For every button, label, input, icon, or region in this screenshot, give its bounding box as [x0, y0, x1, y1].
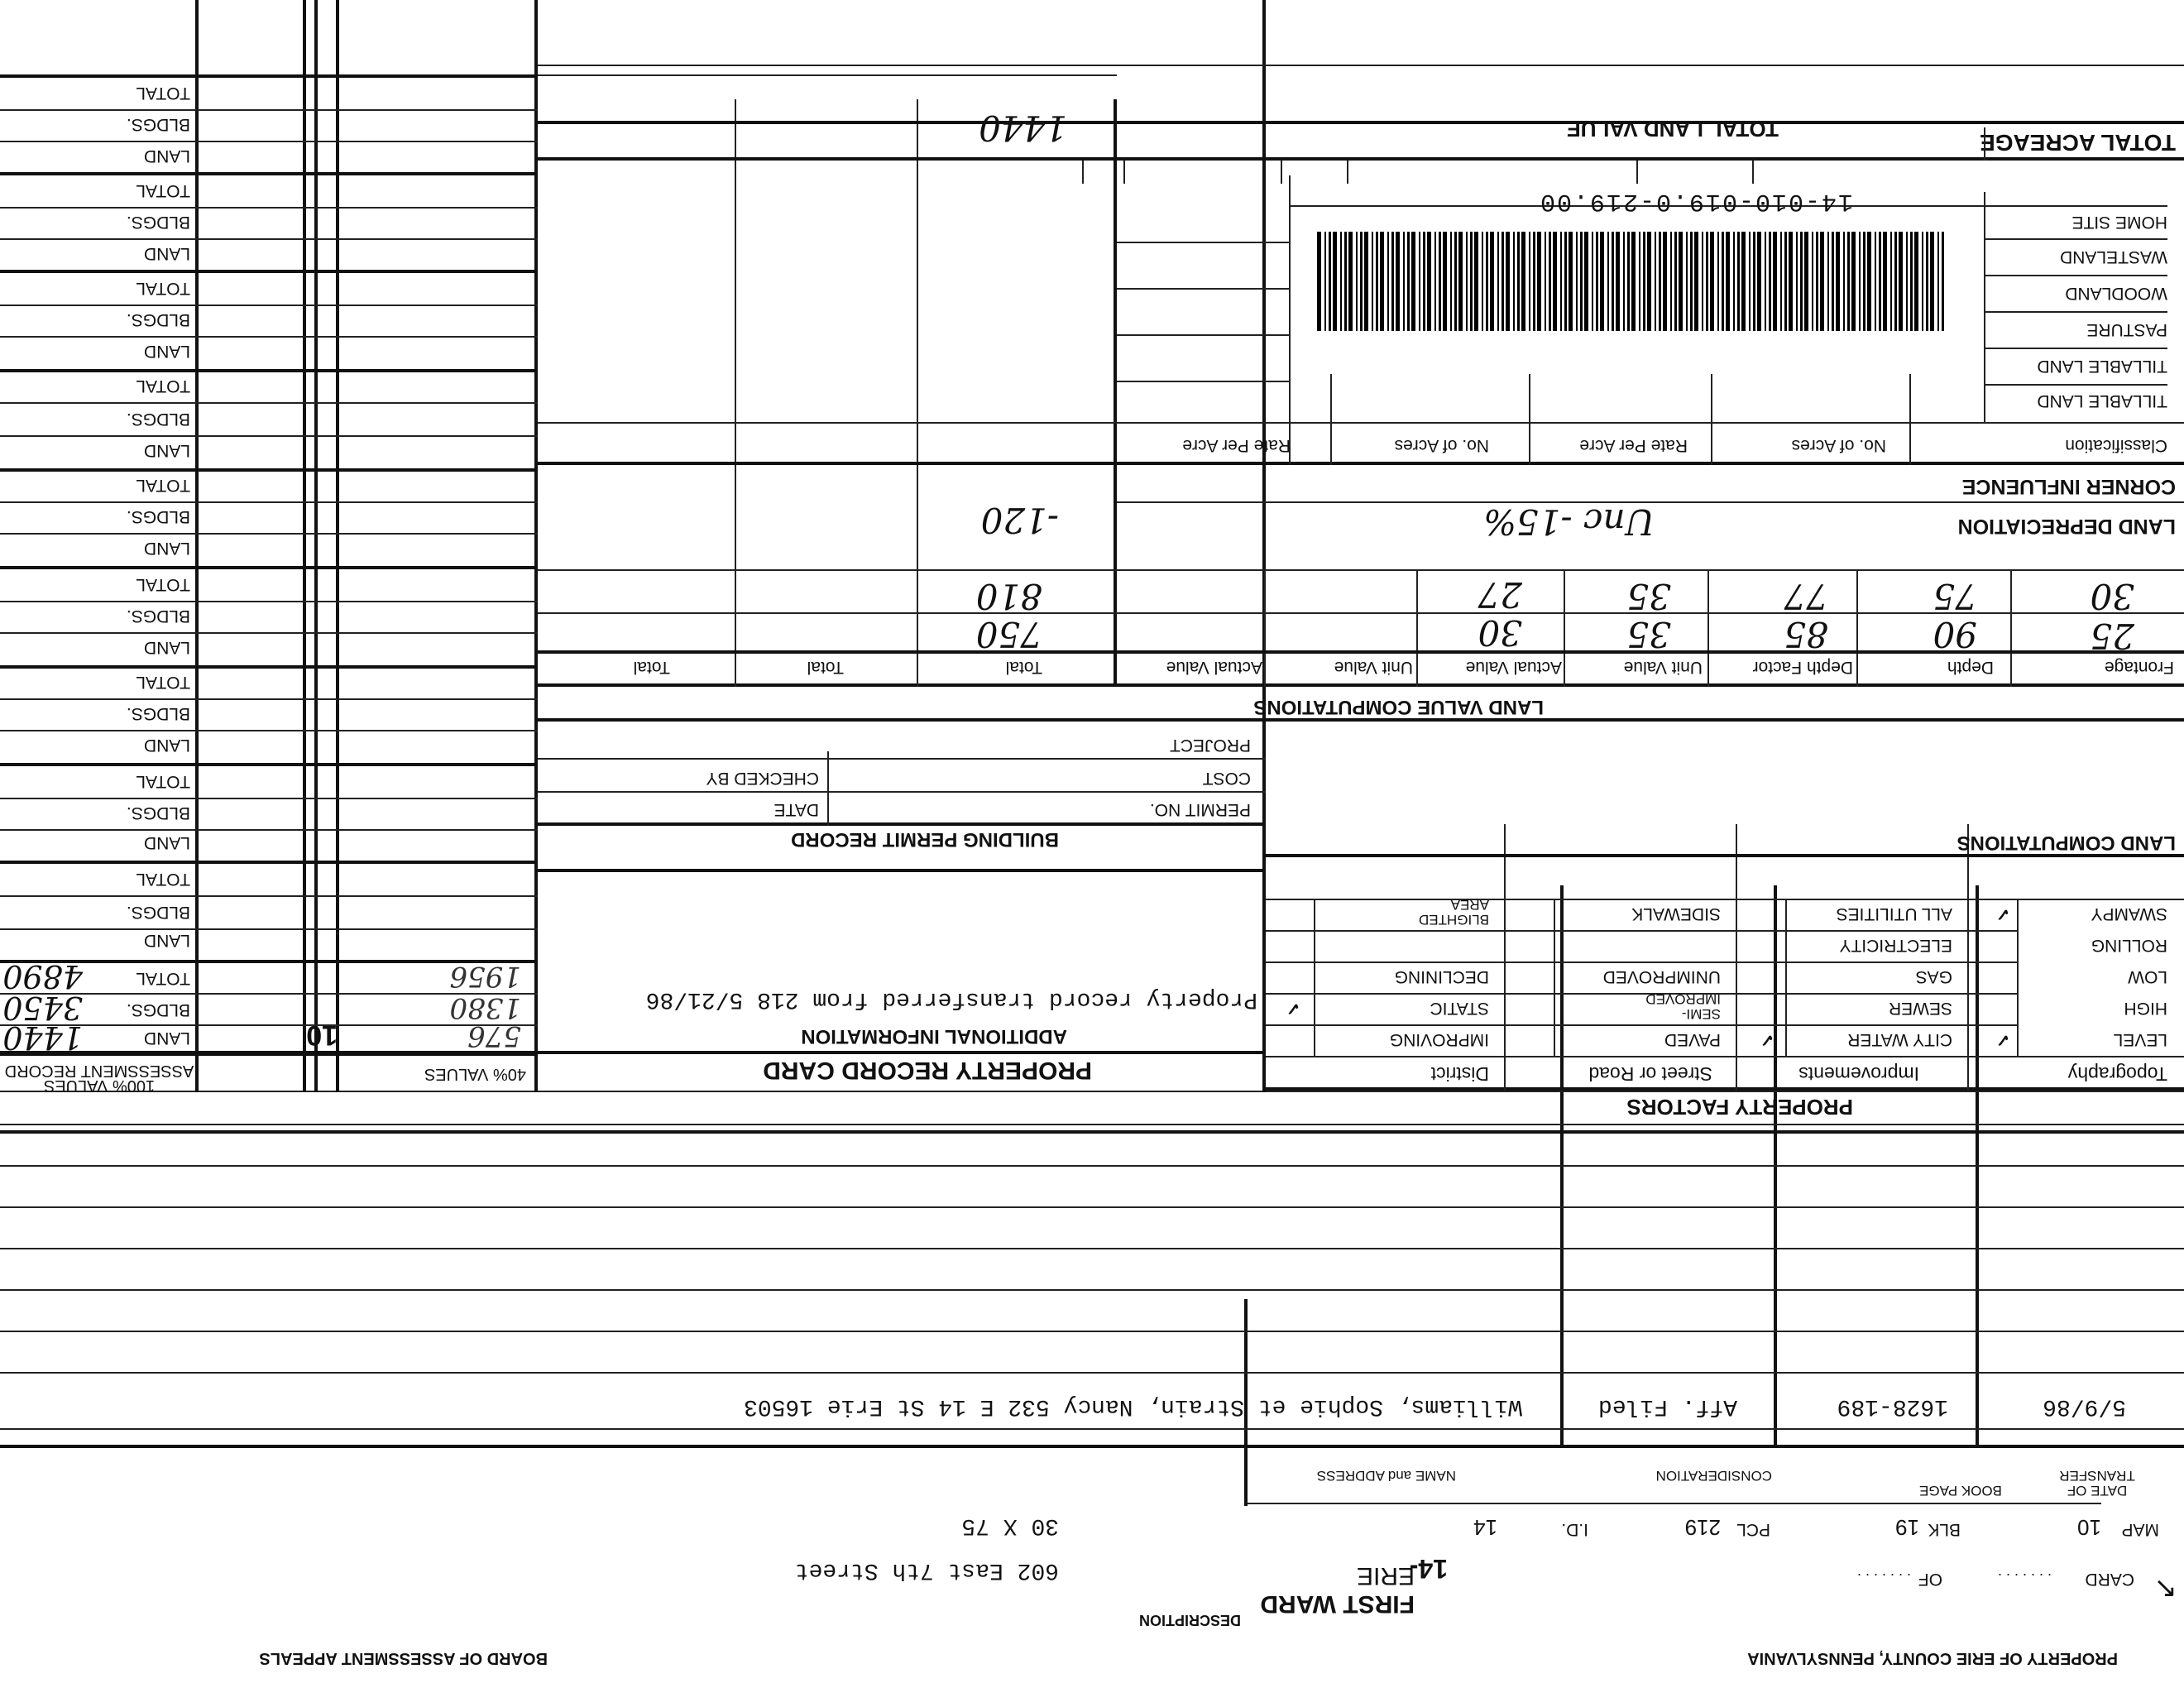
bldgs-label: BLDGS.	[126, 410, 190, 429]
hundred-percent-label: 100% VALUES	[43, 1077, 156, 1095]
imp-city-water: CITY WATER	[1847, 1030, 1952, 1049]
total-acreage-label: TOTAL ACREAGE	[1980, 130, 2176, 156]
land-depreciation-amount: -120	[980, 500, 1059, 540]
rule	[538, 869, 1266, 872]
rule	[1281, 159, 1282, 184]
rule	[2010, 571, 2012, 687]
rule	[0, 207, 538, 209]
lv-header-actual-value: Actual Value	[1465, 658, 1562, 677]
rule	[0, 238, 538, 240]
rule	[0, 829, 538, 831]
lot-dimensions: 30 X 75	[961, 1513, 1059, 1538]
rule	[0, 798, 538, 799]
bldgs-label: BLDGS.	[126, 1000, 190, 1019]
permit-date-label: DATE	[774, 800, 819, 819]
land-label: LAND	[143, 833, 190, 852]
pcl-value: 219	[1684, 1515, 1721, 1540]
rule	[0, 928, 538, 930]
rule	[1554, 900, 1555, 1057]
rule	[1560, 885, 1564, 1448]
rule	[0, 533, 538, 535]
rule	[1736, 824, 1737, 1091]
total-label: TOTAL	[136, 376, 190, 396]
rule	[1114, 99, 1117, 687]
rule	[1262, 0, 1266, 1092]
rule	[0, 698, 538, 700]
bldgs-label: BLDGS.	[126, 704, 190, 723]
acreage-header-no-acres-2: No. of Acres	[1394, 436, 1489, 455]
land-depreciation-label: LAND DEPRECIATION	[1957, 515, 2176, 538]
rule	[1984, 192, 1985, 424]
land-label: LAND	[143, 931, 190, 950]
district-improving: IMPROVING	[1389, 1030, 1489, 1049]
rule	[1330, 374, 1332, 465]
total-land-value: 1440	[979, 108, 1067, 148]
check-paved: ✓	[1760, 1030, 1774, 1049]
rule	[0, 1428, 2184, 1430]
rule	[538, 74, 1117, 76]
rule	[0, 895, 538, 897]
lv-header-unit-value-2: Unit Value	[1334, 658, 1413, 677]
rule	[538, 758, 1266, 760]
permit-checked-by-label: CHECKED BY	[706, 769, 819, 788]
lv-depth-factor-1: 85	[1784, 614, 1828, 655]
topo-high: HIGH	[2124, 999, 2167, 1018]
dots: . . . . . . .	[1856, 1571, 1911, 1587]
acreage-header-classification: Classification	[2065, 436, 2167, 455]
rule	[1117, 501, 2184, 503]
lv-unit-value-2: 35	[1626, 576, 1671, 616]
lv-depth-2: 75	[1933, 576, 1977, 616]
bldgs-label: BLDGS.	[126, 607, 190, 626]
lv-actual-value-2: 27	[1478, 574, 1522, 615]
rule	[0, 336, 538, 338]
barcode-number: 14-010-019.0-219.00	[1538, 187, 1853, 215]
check-static: ✓	[1286, 999, 1300, 1018]
rule	[1117, 288, 1291, 290]
lv-header-total-2: Total	[807, 658, 844, 677]
rule	[0, 665, 538, 669]
total-100-value: 4890	[2, 958, 83, 995]
transfer-consideration-header: CONSIDERATION	[1655, 1468, 1772, 1484]
lv-frontage-1: 25	[2090, 616, 2134, 656]
rule	[0, 501, 538, 503]
land-label: LAND	[143, 244, 190, 263]
rule	[538, 121, 2184, 124]
total-label: TOTAL	[136, 181, 190, 200]
topography-label: Topography	[2067, 1063, 2167, 1085]
total-land-value-label: TOTAL LAND VALUE	[1566, 117, 1779, 141]
rule	[735, 99, 736, 687]
additional-information: Property record transferred from 218 5/21/86	[645, 986, 1257, 1012]
total-40-value: 1956	[449, 960, 521, 993]
rule	[0, 402, 538, 404]
total-label: TOTAL	[136, 772, 190, 791]
rule	[0, 1206, 2184, 1208]
lv-header-depth-factor: Depth Factor	[1752, 658, 1853, 677]
total-label: TOTAL	[136, 575, 190, 594]
lv-depth-factor-2: 77	[1784, 576, 1828, 616]
acreage-row-wasteland: WASTELAND	[2060, 247, 2167, 266]
acreage-row-woodland: WOODLAND	[2065, 284, 2167, 303]
rule	[0, 1289, 2184, 1291]
imp-electricity: ELECTRICITY	[1839, 936, 1952, 955]
rule	[0, 468, 538, 472]
dots: . . . . . . .	[1997, 1571, 2052, 1587]
rule	[1967, 824, 1969, 1091]
total-label: TOTAL	[136, 279, 190, 298]
rule	[1266, 854, 2184, 857]
improvements-label: Improvements	[1798, 1063, 1919, 1085]
district-blighted-area: BLIGHTED AREA	[1418, 897, 1489, 928]
transfer-name-header: NAME and ADDRESS	[1316, 1468, 1456, 1484]
rule	[0, 109, 538, 111]
rule	[1985, 238, 2167, 240]
acreage-header-no-acres: No. of Acres	[1791, 436, 1886, 455]
land-label: LAND	[143, 146, 190, 165]
rule	[0, 861, 538, 864]
rule	[1266, 993, 2019, 995]
lv-unit-value-1: 35	[1626, 614, 1671, 655]
blk-label: BLK	[1928, 1520, 1961, 1539]
street-semi-improved: SEMI-IMPROVED	[1645, 991, 1721, 1022]
assessment-record-label: ASSESSMENT RECORD	[4, 1062, 194, 1080]
total-label: TOTAL	[136, 673, 190, 692]
rule	[538, 422, 2184, 424]
rule	[0, 1130, 2184, 1134]
rule	[538, 822, 1266, 826]
check-all-utilities: ✓	[1995, 904, 2010, 923]
ward-name: FIRST WARD	[1260, 1590, 1415, 1618]
rule	[538, 157, 2184, 161]
property-factors-title: PROPERTY FACTORS	[1626, 1095, 1853, 1120]
bldgs-label: BLDGS.	[126, 213, 190, 232]
rule	[0, 369, 538, 372]
pcl-label: PCL	[1736, 1520, 1770, 1539]
rule	[1504, 824, 1506, 1091]
header-owner: PROPERTY OF ERIE COUNTY, PENNSYLVANIA	[1747, 1649, 2118, 1667]
land-label: LAND	[143, 539, 190, 558]
bldgs-label: BLDGS.	[126, 115, 190, 134]
property-record-card-title: PROPERTY RECORD CARD	[763, 1057, 1092, 1084]
rule	[1711, 374, 1712, 465]
land-computations-title: LAND COMPUTATIONS	[1956, 832, 2176, 854]
rule	[0, 270, 538, 273]
street-label: Street or Road	[1588, 1063, 1712, 1085]
rule	[0, 960, 538, 963]
lv-actual-value-1: 30	[1478, 612, 1522, 653]
rule	[538, 791, 1266, 793]
rule	[538, 683, 2184, 687]
blk-value: 19	[1895, 1515, 1919, 1540]
rule	[0, 1091, 2184, 1092]
id-value: 14	[1473, 1515, 1497, 1540]
bldgs-40-value: 1380	[449, 991, 521, 1024]
lv-header-total-3: Total	[633, 658, 670, 677]
total-label: TOTAL	[136, 84, 190, 103]
forty-percent-label: 40% VALUES	[424, 1065, 526, 1083]
rule	[1752, 159, 1754, 184]
bldgs-label: BLDGS.	[126, 310, 190, 329]
building-permit-title: BUILDING PERMIT RECORD	[791, 828, 1059, 851]
rule	[1266, 1024, 2019, 1026]
topo-low: LOW	[2128, 967, 2167, 986]
rule	[538, 569, 2184, 571]
rule	[1264, 571, 1266, 687]
rule	[0, 1445, 2184, 1448]
transfer-date: 5/9/86	[2043, 1393, 2126, 1419]
rule	[1347, 159, 1348, 184]
transfer-consideration: Aff. Filed	[1597, 1393, 1737, 1419]
header-issuer: BOARD OF ASSESSMENT APPEALS	[259, 1649, 548, 1667]
total-label: TOTAL	[136, 870, 190, 889]
rule	[1416, 571, 1418, 687]
rule	[0, 1331, 2184, 1332]
rule	[1985, 384, 2167, 386]
bldgs-label: BLDGS.	[126, 803, 190, 822]
land-40-value: 576	[467, 1019, 521, 1053]
land-label: LAND	[143, 736, 190, 755]
total-label: TOTAL	[136, 476, 190, 495]
rule	[1985, 348, 2167, 349]
permit-cost-label: COST	[1202, 769, 1251, 788]
rule	[1266, 1056, 2184, 1057]
rule	[1985, 311, 2167, 313]
land-value-title: LAND VALUE COMPUTATIONS	[1253, 696, 1544, 718]
district-label: District	[1430, 1063, 1489, 1085]
tick-mark: ↖	[2153, 1573, 2177, 1604]
rule	[1266, 930, 2019, 932]
parcel-barcode	[1315, 232, 1944, 331]
rule	[1123, 159, 1125, 184]
lv-header-total: Total	[1005, 658, 1042, 677]
rule	[1636, 159, 1638, 184]
rule	[0, 1124, 2184, 1125]
rule	[0, 141, 538, 142]
rule	[538, 65, 2184, 66]
land-label: LAND	[143, 1029, 190, 1048]
rule	[1266, 961, 2019, 963]
district-declining: DECLINING	[1394, 967, 1489, 986]
acreage-row-pasture: PASTURE	[2086, 320, 2167, 339]
transfer-book-page: 1628-189	[1837, 1393, 1948, 1419]
additional-information-label: ADDITIONAL INFORMATION	[801, 1025, 1067, 1048]
rule	[0, 74, 538, 78]
land-label: LAND	[143, 441, 190, 460]
bldgs-100-value: 3450	[2, 990, 83, 1026]
lv-total-2: 810	[975, 576, 1042, 616]
imp-all-utilities: ALL UTILITIES	[1836, 904, 1952, 923]
rule	[1266, 899, 2184, 900]
rule	[0, 435, 538, 437]
rule	[1564, 571, 1565, 687]
rule	[0, 730, 538, 731]
transfer-name: Williams, Sophie et Strain, Nancy 532 E 14 St Erie 16503	[744, 1393, 1522, 1419]
rule	[0, 1165, 2184, 1167]
lv-frontage-2: 30	[2090, 576, 2134, 616]
lv-total-1: 750	[975, 614, 1042, 655]
imp-gas: GAS	[1915, 967, 1952, 986]
rule	[1314, 900, 1315, 1057]
rule	[0, 172, 538, 175]
rule	[1289, 175, 1291, 424]
rule	[1117, 381, 1291, 382]
of-label: OF	[1918, 1570, 1942, 1589]
rule	[538, 462, 2184, 465]
lv-header-frontage: Frontage	[2104, 658, 2174, 677]
lv-header-depth: Depth	[1947, 658, 1994, 677]
land-label: LAND	[143, 638, 190, 657]
rule	[0, 601, 538, 602]
rule	[1856, 571, 1858, 687]
rule	[538, 718, 2184, 722]
topo-rolling: ROLLING	[2091, 936, 2167, 955]
acreage-row-tillable-1: TILLABLE LAND	[2037, 391, 2167, 410]
street-unimproved: UNIMPROVED	[1602, 967, 1721, 986]
acreage-header-rate: Rate Per Acre	[1579, 436, 1688, 455]
rule	[917, 99, 918, 687]
permit-project-label: PROJECT	[1169, 736, 1251, 755]
topo-swampy: SWAMPY	[2091, 904, 2167, 923]
lv-depth-1: 90	[1933, 614, 1977, 655]
permit-no-label: PERMIT NO.	[1149, 800, 1251, 819]
rule	[2017, 900, 2019, 1057]
acreage-row-home-site: HOME SITE	[2071, 213, 2167, 232]
bldgs-label: BLDGS.	[126, 903, 190, 922]
transfer-date-header: DATE OF TRANSFER	[2059, 1468, 2135, 1499]
land-100-value: 1440	[2, 1019, 83, 1056]
rule	[827, 751, 829, 826]
rule	[1909, 374, 1911, 465]
rule	[0, 763, 538, 766]
total-label: TOTAL	[136, 969, 190, 988]
imp-sewer: SEWER	[1888, 999, 1952, 1018]
rule	[1785, 900, 1787, 1057]
assessment-year: 10	[306, 1019, 338, 1051]
rule	[1707, 571, 1709, 687]
land-depreciation-note: Unc -15%	[1483, 501, 1655, 542]
rule	[1529, 374, 1530, 465]
rule	[1774, 885, 1777, 1448]
acreage-header-rate-2: Rate Per Acre	[1182, 436, 1291, 455]
rule	[1266, 1087, 2184, 1091]
id-label: I.D.	[1561, 1520, 1588, 1539]
rule	[1117, 334, 1291, 336]
rule	[1248, 1503, 2101, 1504]
lv-header-actual-value-2: Actual Value	[1166, 658, 1262, 677]
land-label: LAND	[143, 342, 190, 361]
ward-number: 14-	[1409, 1554, 1448, 1584]
rule	[0, 632, 538, 634]
rule	[0, 566, 538, 569]
lv-header-unit-value: Unit Value	[1623, 658, 1703, 677]
municipality: ERIE	[1356, 1562, 1415, 1590]
rule	[1082, 159, 1084, 184]
description-label: DESCRIPTION	[1138, 1612, 1241, 1628]
rule	[1976, 885, 1979, 1448]
card-label: CARD	[2085, 1570, 2134, 1589]
acreage-row-tillable-2: TILLABLE LAND	[2037, 357, 2167, 376]
property-address: 602 East 7th Street	[794, 1557, 1059, 1583]
rule	[1117, 242, 1291, 243]
rule	[0, 1372, 2184, 1374]
bldgs-label: BLDGS.	[126, 507, 190, 526]
check-city-water: ✓	[1995, 1030, 2010, 1049]
rule	[1984, 127, 1985, 161]
street-paved: PAVED	[1664, 1030, 1721, 1049]
rule	[0, 1248, 2184, 1249]
rule	[0, 305, 538, 306]
district-static: STATIC	[1430, 999, 1489, 1018]
rule	[1985, 275, 2167, 276]
corner-influence-label: CORNER INFLUENCE	[1961, 475, 2176, 498]
map-value: 10	[2077, 1515, 2101, 1540]
topo-level: LEVEL	[2113, 1030, 2167, 1049]
street-sidewalk: SIDEWALK	[1631, 904, 1721, 923]
map-label: MAP	[2121, 1520, 2159, 1539]
transfer-book-header: BOOK PAGE	[1919, 1483, 2002, 1499]
